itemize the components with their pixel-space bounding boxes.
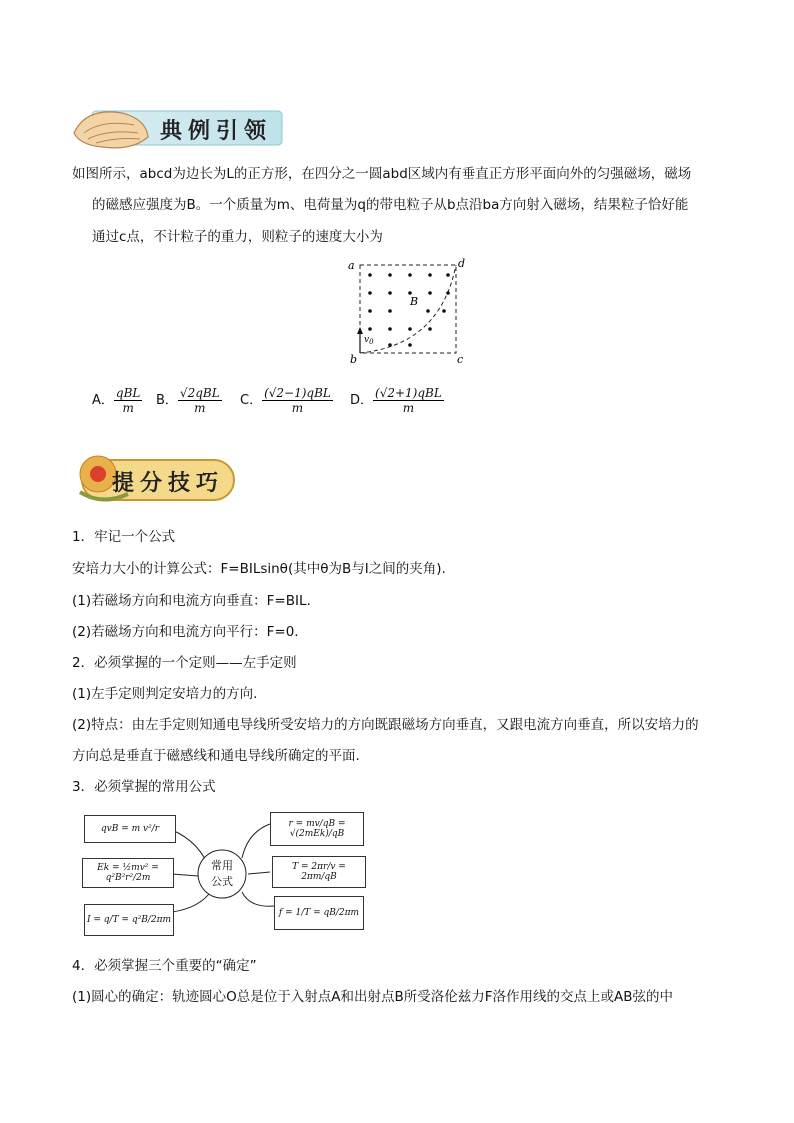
tips-para-4: (1)左手定则判定安培力的方向. [72, 686, 258, 702]
problem-line-2: 的磁感应强度为B。一个质量为m、电荷量为q的带电粒子从b点沿ba方向射入磁场，结果粒子恰好能 [92, 197, 689, 213]
tips-para-5: (2)特点：由左手定则知通电导线所受安培力的方向既跟磁场方向垂直，又跟电流方向垂直，所以安培力的 [72, 717, 699, 733]
label-c: c [457, 353, 464, 366]
formula-frequency: f = 1/T = qB/2πm [274, 896, 364, 930]
label-b: b [350, 353, 358, 366]
tips-banner [72, 448, 238, 510]
choice-c[interactable]: C． $\frac{\text{(√2−1)qBL}}{m}$ [240, 386, 331, 415]
formula-lorentz: qvB = m v²/r [84, 815, 176, 843]
label-B: B [410, 295, 419, 308]
example-banner [72, 103, 286, 153]
choice-d[interactable]: D． $\frac{\text{(√2+1)qBL}}{m}$ [350, 386, 442, 415]
tips-heading-3: 3．必须掌握的常用公式 [72, 779, 216, 795]
mindmap-center: 常用 公式 [211, 859, 233, 888]
label-d: d [458, 257, 466, 270]
problem-line-1: 如图所示，abcd为边长为L的正方形，在四分之一圆abd区域内有垂直正方形平面向外的匀强磁场，磁场 [72, 166, 692, 182]
formula-kinetic-energy: Ek = ½mv² = q²B²r²/2m [82, 858, 174, 888]
formula-period: T = 2πr/v = 2πm/qB [272, 856, 366, 888]
formula-current: I = q/T = q²B/2πm [84, 904, 174, 936]
choice-a[interactable]: A． $\frac{\text{qBL}}{m}$ [92, 386, 141, 415]
tips-heading-4: 4．必须掌握三个重要的“确定” [72, 958, 257, 974]
field-dots [368, 273, 450, 347]
tips-heading-1: 1．牢记一个公式 [72, 529, 176, 545]
problem-line-3: 通过c点，不计粒子的重力，则粒子的速度大小为 [92, 229, 383, 245]
choice-b[interactable]: B． $\frac{\text{√2qBL}}{m}$ [156, 386, 220, 415]
tips-para-7: (1)圆心的确定：轨迹圆心O总是位于入射点A和出射点B所受洛伦兹力F洛作用线的交点上或AB弦的中 [72, 989, 674, 1005]
label-v0: $v_0$ [364, 335, 374, 346]
tips-para-3: (2)若磁场方向和电流方向平行：F=0. [72, 624, 299, 640]
tips-heading-2: 2．必须掌握的一个定则——左手定则 [72, 655, 297, 671]
tips-para-2: (1)若磁场方向和电流方向垂直：F=BIL. [72, 593, 311, 609]
tips-para-1: 安培力大小的计算公式：F=BILsinθ(其中θ为B与I之间的夹角). [72, 561, 446, 577]
label-a: a [348, 259, 355, 272]
formula-radius: r = mv/qB = √(2mEk)/qB [270, 812, 364, 846]
example-banner-title: 典例引领 [160, 118, 273, 144]
magnetic-field-figure [340, 255, 475, 370]
tips-banner-title: 提分技巧 [112, 470, 225, 496]
tips-para-6: 方向总是垂直于磁感线和通电导线所确定的平面. [72, 748, 360, 764]
